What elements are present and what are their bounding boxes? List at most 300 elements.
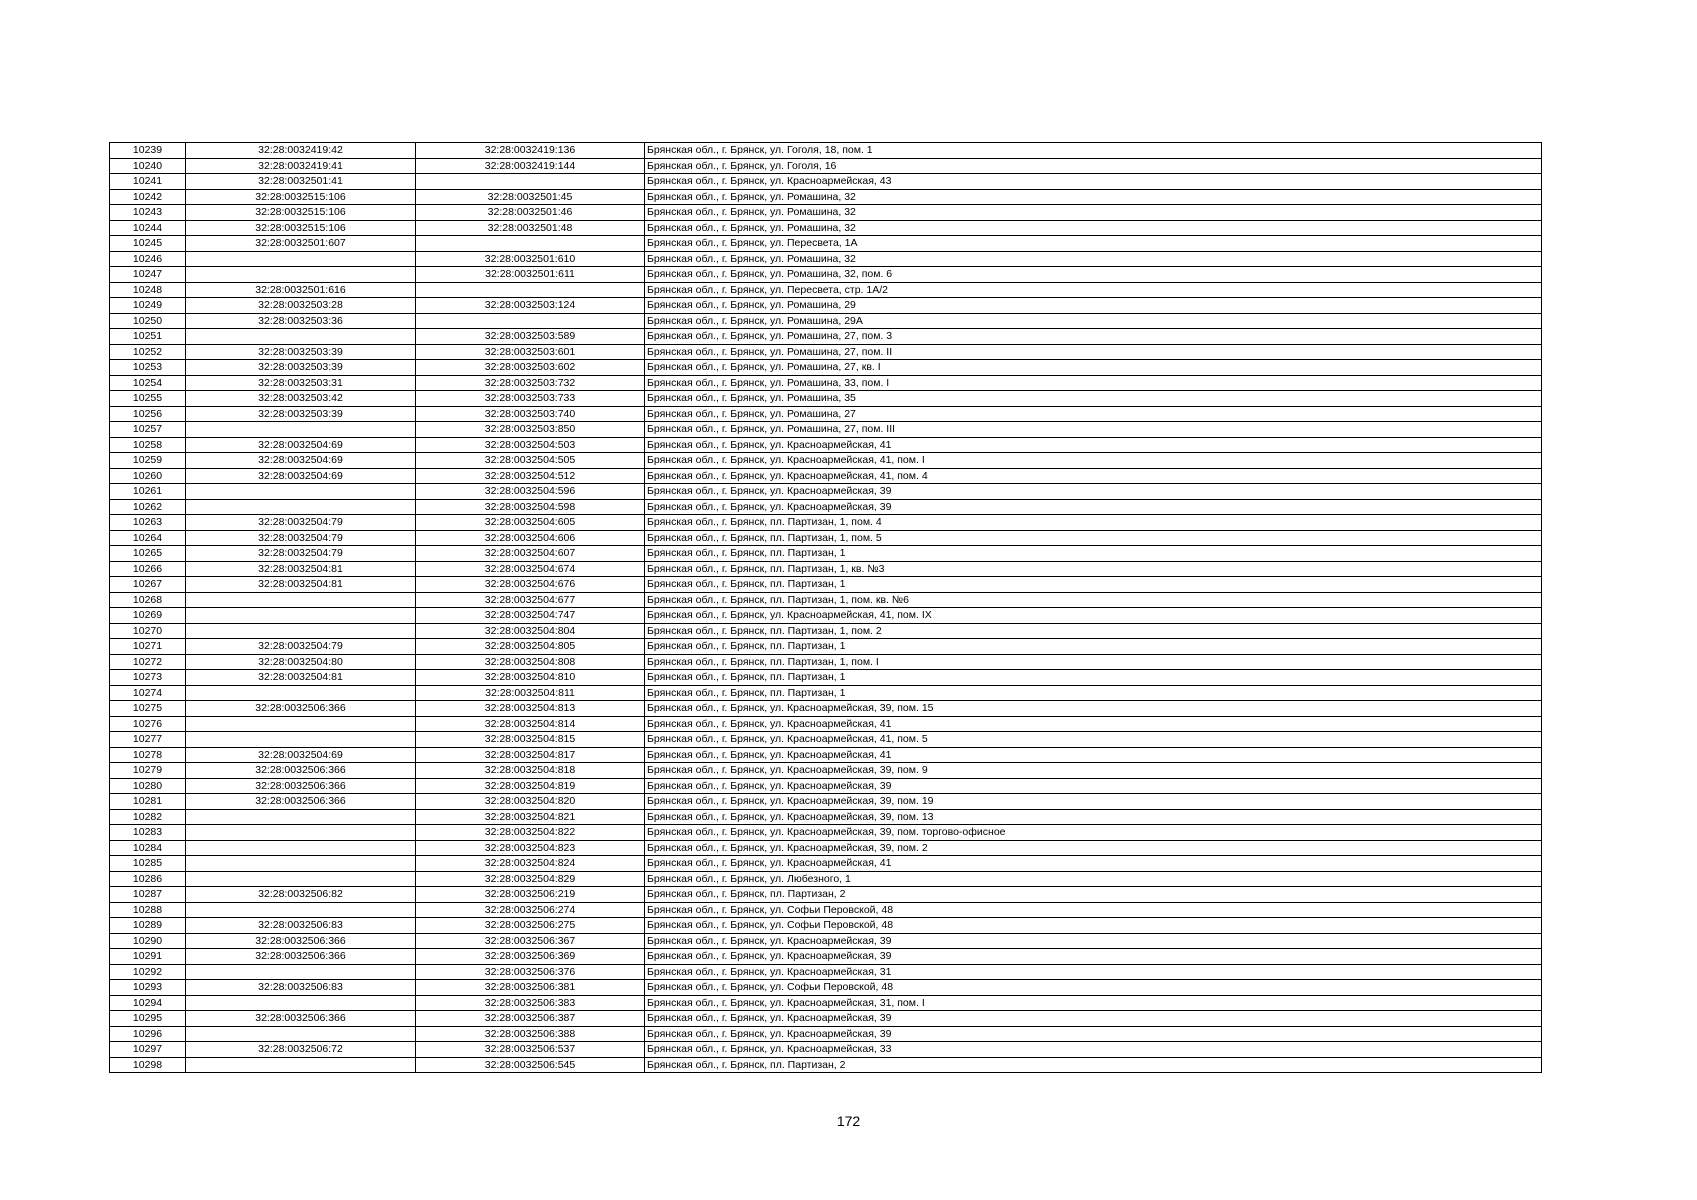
table-row: [110, 701, 1542, 717]
address-cell: Брянская обл., г. Брянск, ул. Красноармейская, 39: [645, 933, 1542, 949]
building-cadastral-cell: 32:28:0032506:275: [416, 918, 645, 934]
land-plot-cadastral-cell: [186, 856, 416, 872]
table-row: [110, 484, 1542, 500]
row-number-cell: 10268: [110, 592, 186, 608]
land-plot-cadastral-cell: [186, 825, 416, 841]
table-row: [110, 344, 1542, 360]
land-plot-cadastral-cell: 32:28:0032506:366: [186, 933, 416, 949]
table-row: [110, 143, 1542, 159]
registry-table-body: [110, 143, 1542, 1073]
table-row: [110, 592, 1542, 608]
row-number-cell: 10276: [110, 716, 186, 732]
land-plot-cadastral-cell: 32:28:0032504:81: [186, 561, 416, 577]
row-number-cell: 10257: [110, 422, 186, 438]
table-row: [110, 623, 1542, 639]
building-cadastral-cell: 32:28:0032504:596: [416, 484, 645, 500]
address-cell: Брянская обл., г. Брянск, ул. Красноармейская, 39: [645, 949, 1542, 965]
row-number-cell: 10270: [110, 623, 186, 639]
building-cadastral-cell: [416, 236, 645, 252]
table-row: [110, 778, 1542, 794]
registry-table-container: [109, 142, 1541, 1073]
address-cell: Брянская обл., г. Брянск, ул. Красноармейская, 41, пом. I: [645, 453, 1542, 469]
table-row: [110, 902, 1542, 918]
row-number-cell: 10245: [110, 236, 186, 252]
table-row: [110, 546, 1542, 562]
registry-table: [109, 142, 1542, 1073]
table-row: [110, 437, 1542, 453]
building-cadastral-cell: 32:28:0032503:601: [416, 344, 645, 360]
land-plot-cadastral-cell: 32:28:0032506:366: [186, 949, 416, 965]
table-row: [110, 763, 1542, 779]
address-cell: Брянская обл., г. Брянск, пл. Партизан, 1, кв. №3: [645, 561, 1542, 577]
address-cell: Брянская обл., г. Брянск, ул. Красноармейская, 41, пом. IX: [645, 608, 1542, 624]
building-cadastral-cell: 32:28:0032504:804: [416, 623, 645, 639]
building-cadastral-cell: 32:28:0032501:610: [416, 251, 645, 267]
table-row: [110, 282, 1542, 298]
row-number-cell: 10285: [110, 856, 186, 872]
land-plot-cadastral-cell: [186, 871, 416, 887]
building-cadastral-cell: 32:28:0032503:602: [416, 360, 645, 376]
land-plot-cadastral-cell: 32:28:0032503:39: [186, 406, 416, 422]
land-plot-cadastral-cell: 32:28:0032503:39: [186, 344, 416, 360]
table-row: [110, 298, 1542, 314]
address-cell: Брянская обл., г. Брянск, ул. Красноармейская, 39: [645, 1011, 1542, 1027]
row-number-cell: 10241: [110, 174, 186, 190]
row-number-cell: 10291: [110, 949, 186, 965]
building-cadastral-cell: 32:28:0032506:219: [416, 887, 645, 903]
land-plot-cadastral-cell: [186, 1057, 416, 1073]
address-cell: Брянская обл., г. Брянск, пл. Партизан, 1, пом. 4: [645, 515, 1542, 531]
row-number-cell: 10242: [110, 189, 186, 205]
table-row: [110, 794, 1542, 810]
table-row: [110, 1026, 1542, 1042]
address-cell: Брянская обл., г. Брянск, ул. Ромашина, 32: [645, 251, 1542, 267]
row-number-cell: 10247: [110, 267, 186, 283]
building-cadastral-cell: 32:28:0032504:817: [416, 747, 645, 763]
row-number-cell: 10258: [110, 437, 186, 453]
address-cell: Брянская обл., г. Брянск, ул. Ромашина, 27: [645, 406, 1542, 422]
address-cell: Брянская обл., г. Брянск, ул. Ромашина, 27, кв. I: [645, 360, 1542, 376]
land-plot-cadastral-cell: 32:28:0032503:42: [186, 391, 416, 407]
row-number-cell: 10249: [110, 298, 186, 314]
address-cell: Брянская обл., г. Брянск, ул. Ромашина, 27, пом. II: [645, 344, 1542, 360]
row-number-cell: 10269: [110, 608, 186, 624]
building-cadastral-cell: 32:28:0032506:545: [416, 1057, 645, 1073]
land-plot-cadastral-cell: 32:28:0032504:69: [186, 468, 416, 484]
building-cadastral-cell: 32:28:0032503:589: [416, 329, 645, 345]
land-plot-cadastral-cell: 32:28:0032515:106: [186, 205, 416, 221]
building-cadastral-cell: 32:28:0032504:810: [416, 670, 645, 686]
land-plot-cadastral-cell: 32:28:0032504:69: [186, 453, 416, 469]
building-cadastral-cell: 32:28:0032503:850: [416, 422, 645, 438]
building-cadastral-cell: 32:28:0032504:815: [416, 732, 645, 748]
land-plot-cadastral-cell: 32:28:0032419:42: [186, 143, 416, 159]
address-cell: Брянская обл., г. Брянск, ул. Красноармейская, 39, пом. 13: [645, 809, 1542, 825]
land-plot-cadastral-cell: 32:28:0032501:616: [186, 282, 416, 298]
building-cadastral-cell: 32:28:0032503:733: [416, 391, 645, 407]
row-number-cell: 10256: [110, 406, 186, 422]
land-plot-cadastral-cell: [186, 592, 416, 608]
address-cell: Брянская обл., г. Брянск, ул. Ромашина, 27, пом. III: [645, 422, 1542, 438]
row-number-cell: 10251: [110, 329, 186, 345]
table-row: [110, 391, 1542, 407]
row-number-cell: 10267: [110, 577, 186, 593]
table-row: [110, 375, 1542, 391]
table-row: [110, 406, 1542, 422]
address-cell: Брянская обл., г. Брянск, ул. Красноармейская, 41: [645, 747, 1542, 763]
row-number-cell: 10290: [110, 933, 186, 949]
address-cell: Брянская обл., г. Брянск, ул. Софьи Перовской, 48: [645, 980, 1542, 996]
row-number-cell: 10255: [110, 391, 186, 407]
land-plot-cadastral-cell: 32:28:0032504:79: [186, 546, 416, 562]
address-cell: Брянская обл., г. Брянск, ул. Ромашина, 33, пом. I: [645, 375, 1542, 391]
row-number-cell: 10246: [110, 251, 186, 267]
land-plot-cadastral-cell: [186, 267, 416, 283]
table-row: [110, 732, 1542, 748]
building-cadastral-cell: 32:28:0032504:819: [416, 778, 645, 794]
building-cadastral-cell: 32:28:0032504:814: [416, 716, 645, 732]
row-number-cell: 10240: [110, 158, 186, 174]
land-plot-cadastral-cell: 32:28:0032503:28: [186, 298, 416, 314]
building-cadastral-cell: 32:28:0032504:674: [416, 561, 645, 577]
land-plot-cadastral-cell: [186, 995, 416, 1011]
row-number-cell: 10273: [110, 670, 186, 686]
land-plot-cadastral-cell: 32:28:0032515:106: [186, 189, 416, 205]
building-cadastral-cell: 32:28:0032419:144: [416, 158, 645, 174]
building-cadastral-cell: 32:28:0032504:605: [416, 515, 645, 531]
building-cadastral-cell: [416, 282, 645, 298]
building-cadastral-cell: 32:28:0032504:808: [416, 654, 645, 670]
table-row: [110, 453, 1542, 469]
land-plot-cadastral-cell: 32:28:0032504:80: [186, 654, 416, 670]
row-number-cell: 10279: [110, 763, 186, 779]
row-number-cell: 10277: [110, 732, 186, 748]
table-row: [110, 205, 1542, 221]
address-cell: Брянская обл., г. Брянск, ул. Красноармейская, 39, пом. 19: [645, 794, 1542, 810]
table-row: [110, 530, 1542, 546]
table-row: [110, 220, 1542, 236]
row-number-cell: 10297: [110, 1042, 186, 1058]
land-plot-cadastral-cell: 32:28:0032506:72: [186, 1042, 416, 1058]
land-plot-cadastral-cell: 32:28:0032504:69: [186, 437, 416, 453]
table-row: [110, 577, 1542, 593]
land-plot-cadastral-cell: [186, 840, 416, 856]
building-cadastral-cell: 32:28:0032504:677: [416, 592, 645, 608]
row-number-cell: 10296: [110, 1026, 186, 1042]
land-plot-cadastral-cell: [186, 329, 416, 345]
building-cadastral-cell: 32:28:0032504:505: [416, 453, 645, 469]
land-plot-cadastral-cell: 32:28:0032503:31: [186, 375, 416, 391]
land-plot-cadastral-cell: 32:28:0032504:79: [186, 515, 416, 531]
table-row: [110, 980, 1542, 996]
building-cadastral-cell: 32:28:0032501:46: [416, 205, 645, 221]
land-plot-cadastral-cell: [186, 484, 416, 500]
row-number-cell: 10295: [110, 1011, 186, 1027]
row-number-cell: 10271: [110, 639, 186, 655]
address-cell: Брянская обл., г. Брянск, ул. Ромашина, 35: [645, 391, 1542, 407]
address-cell: Брянская обл., г. Брянск, пл. Партизан, 1: [645, 577, 1542, 593]
address-cell: Брянская обл., г. Брянск, ул. Красноармейская, 41: [645, 437, 1542, 453]
land-plot-cadastral-cell: 32:28:0032506:82: [186, 887, 416, 903]
row-number-cell: 10263: [110, 515, 186, 531]
table-row: [110, 174, 1542, 190]
table-row: [110, 685, 1542, 701]
building-cadastral-cell: 32:28:0032504:747: [416, 608, 645, 624]
land-plot-cadastral-cell: 32:28:0032506:366: [186, 778, 416, 794]
address-cell: Брянская обл., г. Брянск, ул. Красноармейская, 41, пом. 5: [645, 732, 1542, 748]
address-cell: Брянская обл., г. Брянск, пл. Партизан, 1: [645, 546, 1542, 562]
building-cadastral-cell: 32:28:0032504:813: [416, 701, 645, 717]
land-plot-cadastral-cell: 32:28:0032419:41: [186, 158, 416, 174]
row-number-cell: 10272: [110, 654, 186, 670]
row-number-cell: 10266: [110, 561, 186, 577]
building-cadastral-cell: 32:28:0032504:818: [416, 763, 645, 779]
address-cell: Брянская обл., г. Брянск, пл. Партизан, 1, пом. 5: [645, 530, 1542, 546]
building-cadastral-cell: 32:28:0032504:598: [416, 499, 645, 515]
table-row: [110, 840, 1542, 856]
address-cell: Брянская обл., г. Брянск, пл. Партизан, 1, пом. 2: [645, 623, 1542, 639]
table-row: [110, 1057, 1542, 1073]
land-plot-cadastral-cell: [186, 623, 416, 639]
row-number-cell: 10262: [110, 499, 186, 515]
address-cell: Брянская обл., г. Брянск, ул. Красноармейская, 39: [645, 484, 1542, 500]
row-number-cell: 10283: [110, 825, 186, 841]
building-cadastral-cell: 32:28:0032504:821: [416, 809, 645, 825]
row-number-cell: 10280: [110, 778, 186, 794]
land-plot-cadastral-cell: [186, 608, 416, 624]
row-number-cell: 10244: [110, 220, 186, 236]
building-cadastral-cell: 32:28:0032504:829: [416, 871, 645, 887]
address-cell: Брянская обл., г. Брянск, ул. Красноармейская, 39: [645, 1026, 1542, 1042]
table-row: [110, 716, 1542, 732]
land-plot-cadastral-cell: [186, 1026, 416, 1042]
table-row: [110, 1011, 1542, 1027]
address-cell: Брянская обл., г. Брянск, ул. Любезного, 1: [645, 871, 1542, 887]
address-cell: Брянская обл., г. Брянск, пл. Партизан, 1: [645, 670, 1542, 686]
table-row: [110, 918, 1542, 934]
page-number: 172: [836, 1113, 861, 1129]
land-plot-cadastral-cell: 32:28:0032506:366: [186, 701, 416, 717]
land-plot-cadastral-cell: 32:28:0032504:81: [186, 670, 416, 686]
building-cadastral-cell: 32:28:0032506:383: [416, 995, 645, 1011]
address-cell: Брянская обл., г. Брянск, ул. Гоголя, 18, пом. 1: [645, 143, 1542, 159]
building-cadastral-cell: 32:28:0032503:732: [416, 375, 645, 391]
land-plot-cadastral-cell: [186, 732, 416, 748]
table-row: [110, 949, 1542, 965]
table-row: [110, 670, 1542, 686]
row-number-cell: 10278: [110, 747, 186, 763]
table-row: [110, 468, 1542, 484]
building-cadastral-cell: 32:28:0032504:820: [416, 794, 645, 810]
building-cadastral-cell: 32:28:0032506:367: [416, 933, 645, 949]
land-plot-cadastral-cell: 32:28:0032506:83: [186, 918, 416, 934]
table-row: [110, 871, 1542, 887]
row-number-cell: 10281: [110, 794, 186, 810]
building-cadastral-cell: [416, 174, 645, 190]
address-cell: Брянская обл., г. Брянск, ул. Красноармейская, 39, пом. 2: [645, 840, 1542, 856]
table-row: [110, 856, 1542, 872]
table-row: [110, 329, 1542, 345]
row-number-cell: 10275: [110, 701, 186, 717]
row-number-cell: 10282: [110, 809, 186, 825]
building-cadastral-cell: 32:28:0032504:822: [416, 825, 645, 841]
address-cell: Брянская обл., г. Брянск, ул. Пересвета, стр. 1А/2: [645, 282, 1542, 298]
table-row: [110, 313, 1542, 329]
table-row: [110, 561, 1542, 577]
row-number-cell: 10243: [110, 205, 186, 221]
address-cell: Брянская обл., г. Брянск, ул. Красноармейская, 39: [645, 499, 1542, 515]
land-plot-cadastral-cell: [186, 251, 416, 267]
building-cadastral-cell: 32:28:0032501:611: [416, 267, 645, 283]
address-cell: Брянская обл., г. Брянск, ул. Красноармейская, 41: [645, 856, 1542, 872]
building-cadastral-cell: 32:28:0032506:388: [416, 1026, 645, 1042]
table-row: [110, 639, 1542, 655]
row-number-cell: 10252: [110, 344, 186, 360]
row-number-cell: 10298: [110, 1057, 186, 1073]
table-row: [110, 499, 1542, 515]
land-plot-cadastral-cell: [186, 422, 416, 438]
land-plot-cadastral-cell: [186, 685, 416, 701]
land-plot-cadastral-cell: 32:28:0032503:39: [186, 360, 416, 376]
address-cell: Брянская обл., г. Брянск, ул. Красноармейская, 33: [645, 1042, 1542, 1058]
building-cadastral-cell: 32:28:0032506:369: [416, 949, 645, 965]
row-number-cell: 10286: [110, 871, 186, 887]
table-row: [110, 933, 1542, 949]
land-plot-cadastral-cell: 32:28:0032504:69: [186, 747, 416, 763]
land-plot-cadastral-cell: [186, 902, 416, 918]
address-cell: Брянская обл., г. Брянск, ул. Ромашина, 32: [645, 205, 1542, 221]
table-row: [110, 747, 1542, 763]
building-cadastral-cell: 32:28:0032506:376: [416, 964, 645, 980]
building-cadastral-cell: 32:28:0032506:387: [416, 1011, 645, 1027]
building-cadastral-cell: 32:28:0032504:607: [416, 546, 645, 562]
row-number-cell: 10292: [110, 964, 186, 980]
row-number-cell: 10253: [110, 360, 186, 376]
row-number-cell: 10259: [110, 453, 186, 469]
address-cell: Брянская обл., г. Брянск, ул. Красноармейская, 41, пом. 4: [645, 468, 1542, 484]
address-cell: Брянская обл., г. Брянск, ул. Софьи Перовской, 48: [645, 902, 1542, 918]
address-cell: Брянская обл., г. Брянск, ул. Ромашина, 29А: [645, 313, 1542, 329]
land-plot-cadastral-cell: 32:28:0032506:366: [186, 763, 416, 779]
row-number-cell: 10250: [110, 313, 186, 329]
table-row: [110, 654, 1542, 670]
address-cell: Брянская обл., г. Брянск, пл. Партизан, 2: [645, 887, 1542, 903]
building-cadastral-cell: 32:28:0032504:676: [416, 577, 645, 593]
land-plot-cadastral-cell: 32:28:0032504:81: [186, 577, 416, 593]
address-cell: Брянская обл., г. Брянск, пл. Партизан, 2: [645, 1057, 1542, 1073]
address-cell: Брянская обл., г. Брянск, ул. Красноармейская, 41: [645, 716, 1542, 732]
building-cadastral-cell: 32:28:0032504:811: [416, 685, 645, 701]
land-plot-cadastral-cell: 32:28:0032503:36: [186, 313, 416, 329]
table-row: [110, 964, 1542, 980]
address-cell: Брянская обл., г. Брянск, пл. Партизан, 1: [645, 639, 1542, 655]
land-plot-cadastral-cell: [186, 964, 416, 980]
table-row: [110, 360, 1542, 376]
table-row: [110, 158, 1542, 174]
address-cell: Брянская обл., г. Брянск, ул. Ромашина, 32: [645, 189, 1542, 205]
address-cell: Брянская обл., г. Брянск, пл. Партизан, 1, пом. кв. №6: [645, 592, 1542, 608]
building-cadastral-cell: 32:28:0032501:48: [416, 220, 645, 236]
land-plot-cadastral-cell: 32:28:0032506:366: [186, 794, 416, 810]
row-number-cell: 10254: [110, 375, 186, 391]
table-row: [110, 825, 1542, 841]
address-cell: Брянская обл., г. Брянск, ул. Красноармейская, 39: [645, 778, 1542, 794]
address-cell: Брянская обл., г. Брянск, ул. Ромашина, 32, пом. 6: [645, 267, 1542, 283]
address-cell: Брянская обл., г. Брянск, пл. Партизан, 1, пом. I: [645, 654, 1542, 670]
address-cell: Брянская обл., г. Брянск, ул. Красноармейская, 31, пом. I: [645, 995, 1542, 1011]
address-cell: Брянская обл., г. Брянск, ул. Ромашина, 29: [645, 298, 1542, 314]
address-cell: Брянская обл., г. Брянск, ул. Красноармейская, 43: [645, 174, 1542, 190]
row-number-cell: 10288: [110, 902, 186, 918]
table-row: [110, 1042, 1542, 1058]
building-cadastral-cell: 32:28:0032503:124: [416, 298, 645, 314]
building-cadastral-cell: 32:28:0032504:824: [416, 856, 645, 872]
address-cell: Брянская обл., г. Брянск, пл. Партизан, 1: [645, 685, 1542, 701]
land-plot-cadastral-cell: 32:28:0032501:607: [186, 236, 416, 252]
table-row: [110, 251, 1542, 267]
row-number-cell: 10248: [110, 282, 186, 298]
address-cell: Брянская обл., г. Брянск, ул. Ромашина, 32: [645, 220, 1542, 236]
row-number-cell: 10293: [110, 980, 186, 996]
row-number-cell: 10265: [110, 546, 186, 562]
address-cell: Брянская обл., г. Брянск, ул. Красноармейская, 39, пом. торгово-офисное: [645, 825, 1542, 841]
table-row: [110, 608, 1542, 624]
land-plot-cadastral-cell: 32:28:0032504:79: [186, 530, 416, 546]
building-cadastral-cell: 32:28:0032504:823: [416, 840, 645, 856]
row-number-cell: 10260: [110, 468, 186, 484]
building-cadastral-cell: 32:28:0032506:381: [416, 980, 645, 996]
building-cadastral-cell: 32:28:0032504:805: [416, 639, 645, 655]
address-cell: Брянская обл., г. Брянск, ул. Софьи Перовской, 48: [645, 918, 1542, 934]
row-number-cell: 10289: [110, 918, 186, 934]
table-row: [110, 189, 1542, 205]
building-cadastral-cell: 32:28:0032506:274: [416, 902, 645, 918]
table-row: [110, 422, 1542, 438]
address-cell: Брянская обл., г. Брянск, ул. Красноармейская, 39, пом. 15: [645, 701, 1542, 717]
building-cadastral-cell: 32:28:0032504:606: [416, 530, 645, 546]
land-plot-cadastral-cell: 32:28:0032506:83: [186, 980, 416, 996]
building-cadastral-cell: 32:28:0032506:537: [416, 1042, 645, 1058]
row-number-cell: 10274: [110, 685, 186, 701]
row-number-cell: 10284: [110, 840, 186, 856]
land-plot-cadastral-cell: 32:28:0032504:79: [186, 639, 416, 655]
row-number-cell: 10261: [110, 484, 186, 500]
address-cell: Брянская обл., г. Брянск, ул. Ромашина, 27, пом. 3: [645, 329, 1542, 345]
land-plot-cadastral-cell: 32:28:0032501:41: [186, 174, 416, 190]
address-cell: Брянская обл., г. Брянск, ул. Гоголя, 16: [645, 158, 1542, 174]
table-row: [110, 809, 1542, 825]
row-number-cell: 10239: [110, 143, 186, 159]
row-number-cell: 10294: [110, 995, 186, 1011]
address-cell: Брянская обл., г. Брянск, ул. Красноармейская, 31: [645, 964, 1542, 980]
table-row: [110, 995, 1542, 1011]
row-number-cell: 10264: [110, 530, 186, 546]
building-cadastral-cell: 32:28:0032503:740: [416, 406, 645, 422]
table-row: [110, 515, 1542, 531]
land-plot-cadastral-cell: 32:28:0032506:366: [186, 1011, 416, 1027]
address-cell: Брянская обл., г. Брянск, ул. Красноармейская, 39, пом. 9: [645, 763, 1542, 779]
building-cadastral-cell: [416, 313, 645, 329]
land-plot-cadastral-cell: [186, 716, 416, 732]
land-plot-cadastral-cell: [186, 499, 416, 515]
building-cadastral-cell: 32:28:0032419:136: [416, 143, 645, 159]
table-row: [110, 887, 1542, 903]
building-cadastral-cell: 32:28:0032501:45: [416, 189, 645, 205]
table-row: [110, 236, 1542, 252]
table-row: [110, 267, 1542, 283]
land-plot-cadastral-cell: 32:28:0032515:106: [186, 220, 416, 236]
land-plot-cadastral-cell: [186, 809, 416, 825]
